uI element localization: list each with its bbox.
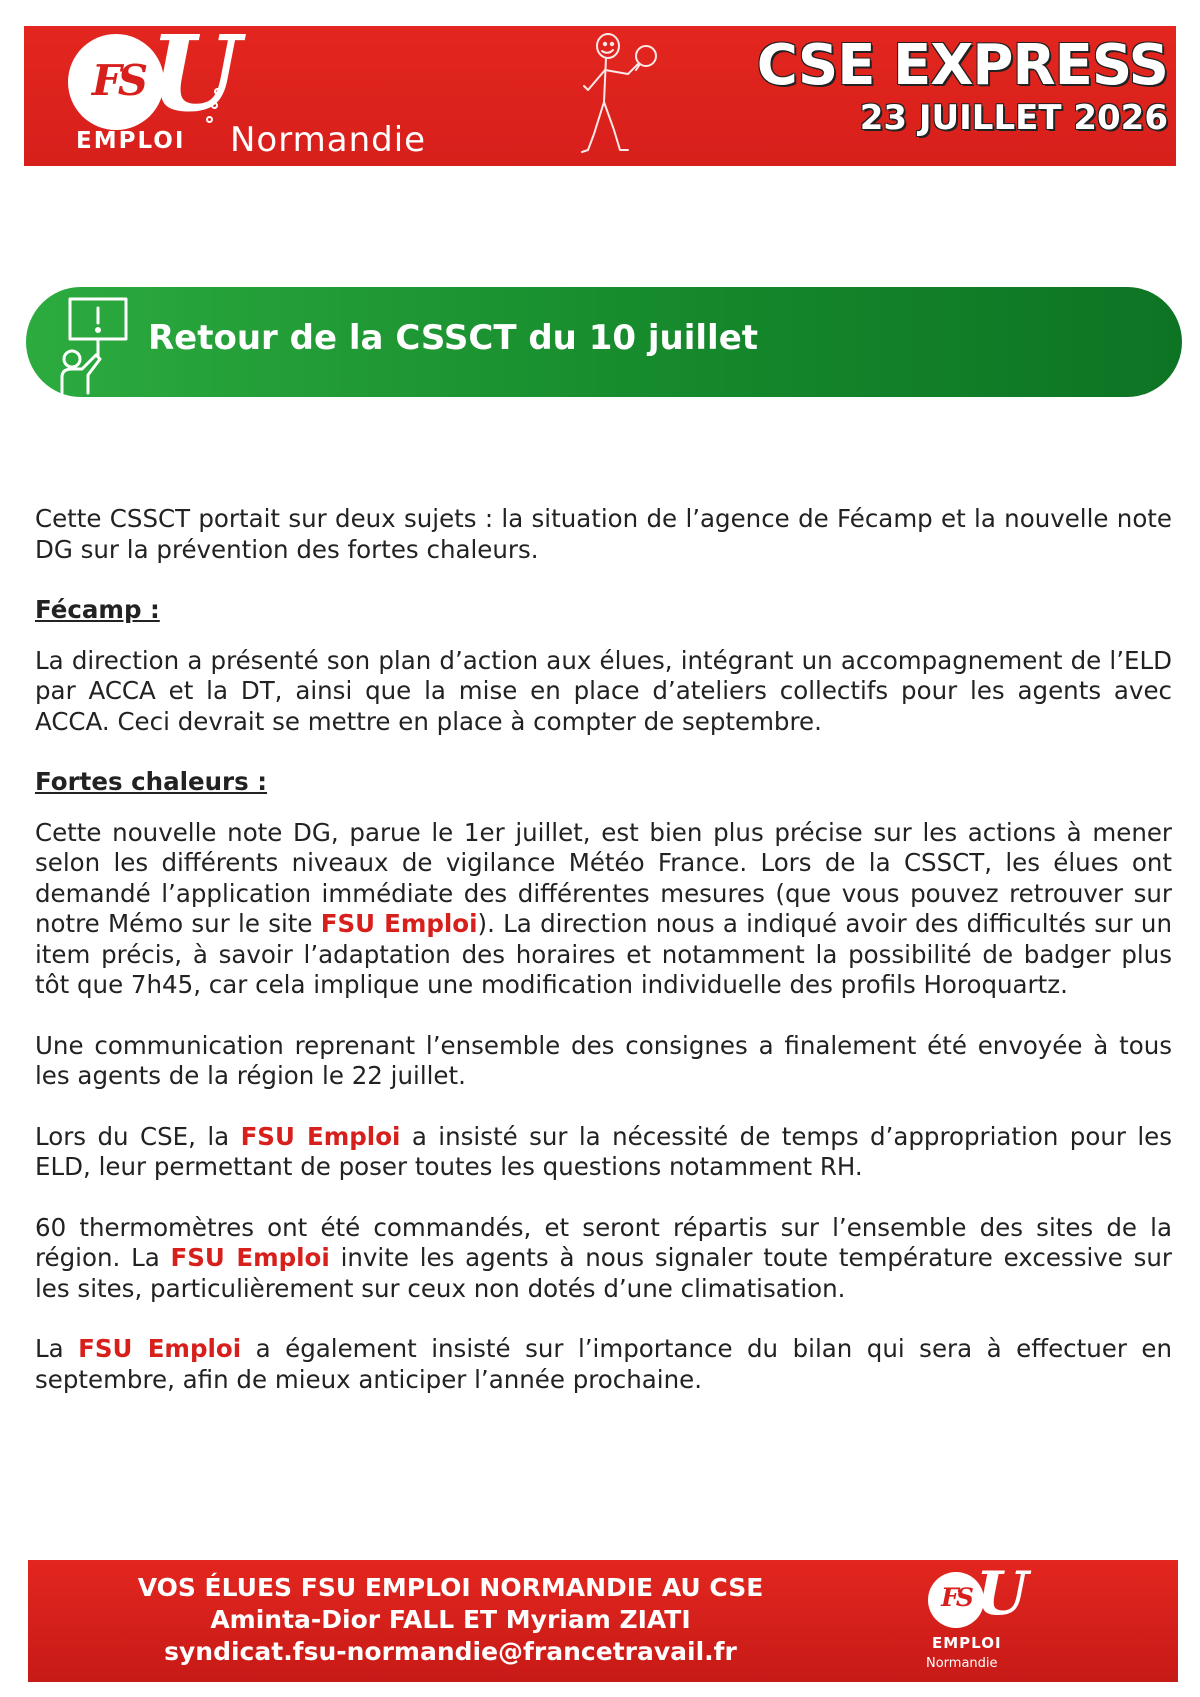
footer-text-block xyxy=(28,1572,873,1668)
footer-logo-emploi: EMPLOI xyxy=(932,1634,1002,1652)
fecamp-heading: Fécamp : xyxy=(35,595,160,624)
header-title-block xyxy=(757,34,1168,138)
fsu-emploi-highlight: FSU Emploi xyxy=(320,909,478,938)
page-date: 23 JUILLET 2026 xyxy=(859,98,1168,138)
chaleurs-paragraph-5 xyxy=(35,1334,1172,1395)
warning-sign-person-icon xyxy=(58,295,138,395)
fecamp-paragraph: La direction a présenté son plan d’action aux élues, intégrant un accompagnement de l’ELD par ACCA et la DT, ainsi que la mise en place d’ateliers collectifs pour les agents avec ACCA. Ceci devrait se mettre en place à compter de septembre. xyxy=(35,645,1172,736)
fsu-emploi-highlight: FSU Emploi xyxy=(170,1243,330,1272)
text-run: Cette nouvelle note DG, parue le 1er juillet, est bien plus précise sur les actions à mener selon les différents niveaux de vigilance Météo France. Lors de la CSSCT, les élues ont demandé l’application immédiate des différentes mesures (que vous pouvez retrouver sur notre Mémo sur le site xyxy=(35,817,1172,938)
chaleurs-heading: Fortes chaleurs : xyxy=(35,767,268,796)
fsu-emploi-highlight: FSU Emploi xyxy=(240,1121,401,1151)
footer-banner xyxy=(28,1560,1178,1682)
text-run: 60 thermomètres ont été commandés, et seront répartis sur l’ensemble des sites de la région. La xyxy=(35,1212,1172,1272)
chaleurs-paragraph-1 xyxy=(35,818,1172,1001)
footer-line-1: VOS ÉLUES FSU EMPLOI NORMANDIE AU CSE xyxy=(137,1573,764,1602)
logo-emploi-text: EMPLOI xyxy=(76,128,186,154)
footer-email-link[interactable]: syndicat.fsu-normandie@francetravail.fr xyxy=(164,1637,737,1666)
page-title: CSE EXPRESS xyxy=(756,33,1168,98)
text-run: invite les agents à nous signaler toute température excessive sur les sites, particulièrement sur ceux non dotés d’une climatisation. xyxy=(35,1243,1172,1303)
text-run: a insisté sur la nécessité de temps d’appropriation pour les ELD, leur permettant de poser toutes les questions notamment RH. xyxy=(35,1121,1172,1181)
logo-region-text: Normandie xyxy=(230,120,427,160)
header-banner xyxy=(24,12,1176,166)
footer-logo-u: U xyxy=(976,1559,1029,1629)
stick-figure-magnifier-icon xyxy=(580,30,670,162)
text-run: Lors du CSE, la xyxy=(35,1121,241,1151)
fsu-logo-u: U xyxy=(150,12,241,135)
chaleurs-paragraph-3 xyxy=(35,1122,1172,1183)
text-run: La xyxy=(35,1334,79,1363)
intro-paragraph: Cette CSSCT portait sur deux sujets : la situation de l’agence de Fécamp et la nouvelle note DG sur la prévention des fortes chaleurs. xyxy=(35,504,1172,564)
main-content xyxy=(35,504,1172,1425)
section-title: Retour de la CSSCT du 10 juillet xyxy=(148,318,759,358)
section-title-bar xyxy=(26,287,1182,397)
footer-line-2: Aminta-Dior FALL ET Myriam ZIATI xyxy=(210,1605,691,1634)
fsu-emploi-highlight: FSU Emploi xyxy=(78,1334,242,1363)
footer-logo-fs: FS xyxy=(941,1583,971,1612)
chaleurs-paragraph-4 xyxy=(35,1213,1172,1305)
text-run: ). La direction nous a indiqué avoir des difficultés sur un item précis, à savoir l’adaptation des horaires et notamment la possibilité de badger plus tôt que 7h45, car cela implique une modification individuelle des profils Horoquartz. xyxy=(35,909,1172,999)
text-run: a également insisté sur l’importance du bilan qui sera à effectuer en septembre, afin de mieux anticiper l’année prochaine. xyxy=(35,1334,1172,1394)
fsu-logo-fs: FS xyxy=(91,56,145,105)
chaleurs-paragraph-2: Une communication reprenant l’ensemble des consignes a finalement été envoyée à tous les agents de la région le 22 juillet. xyxy=(35,1030,1172,1090)
footer-logo-region: Normandie xyxy=(926,1656,998,1671)
